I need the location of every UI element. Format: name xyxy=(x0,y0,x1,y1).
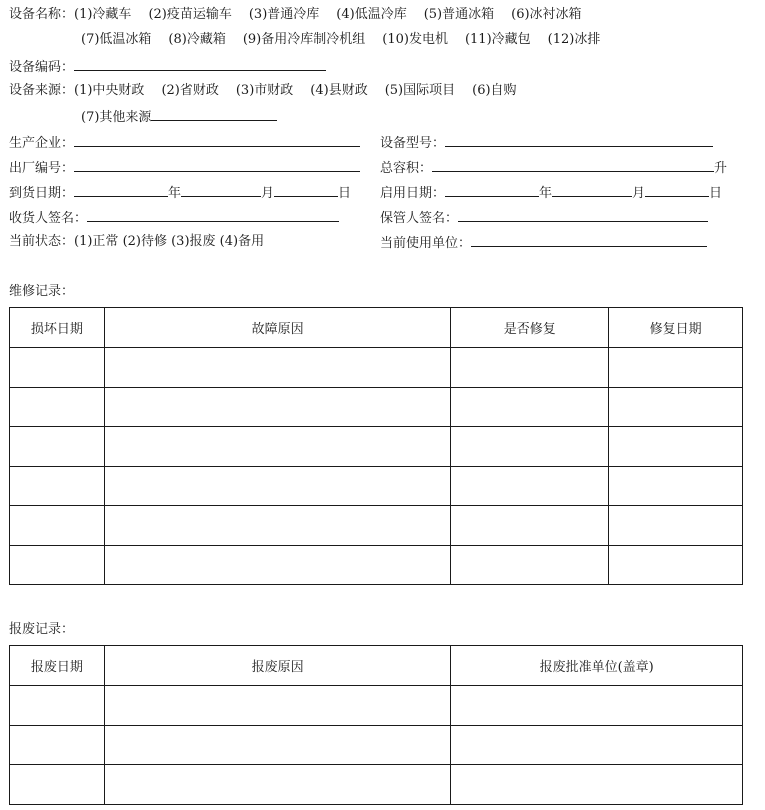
table-cell[interactable] xyxy=(10,466,105,506)
table-cell[interactable] xyxy=(104,765,451,805)
device-code-label: 设备编码： xyxy=(9,60,75,75)
start-year-blank[interactable] xyxy=(445,184,539,197)
table-cell[interactable] xyxy=(609,545,743,585)
table-cell[interactable] xyxy=(104,348,451,388)
table-cell[interactable] xyxy=(609,506,743,546)
table-cell[interactable] xyxy=(451,466,609,506)
serial-blank[interactable] xyxy=(74,159,360,172)
device-name-line-2 xyxy=(81,32,600,48)
table-row xyxy=(10,765,743,805)
volume-line xyxy=(380,159,727,175)
device-name-option-3: (3)普通冷库 xyxy=(248,7,320,22)
table-cell[interactable] xyxy=(451,765,743,805)
model-line xyxy=(380,134,713,150)
table-row xyxy=(10,506,743,546)
device-source-line-1 xyxy=(9,83,517,99)
start-day-label: 日 xyxy=(709,186,723,201)
device-name-option-9: (9)备用冷库制冷机组 xyxy=(242,32,366,47)
table-cell[interactable] xyxy=(104,506,451,546)
table-cell[interactable] xyxy=(10,765,105,805)
table-cell[interactable] xyxy=(104,686,451,726)
device-name-line-1 xyxy=(9,7,582,23)
table-cell[interactable] xyxy=(10,427,105,467)
table-cell[interactable] xyxy=(10,348,105,388)
manufacturer-line xyxy=(9,134,360,150)
table-cell[interactable] xyxy=(104,545,451,585)
device-name-option-12: (12)冰排 xyxy=(547,32,601,47)
volume-blank[interactable] xyxy=(432,159,714,172)
model-blank[interactable] xyxy=(445,134,713,147)
arrival-year-blank[interactable] xyxy=(74,184,168,197)
table-cell[interactable] xyxy=(104,725,451,765)
table-row xyxy=(10,686,743,726)
arrival-day-label: 日 xyxy=(338,186,352,201)
table-cell[interactable] xyxy=(10,686,105,726)
arrival-year-label: 年 xyxy=(168,186,182,201)
table-cell[interactable] xyxy=(104,387,451,427)
table-cell[interactable] xyxy=(451,545,609,585)
table-cell[interactable] xyxy=(451,506,609,546)
repair-header-repaired: 是否修复 xyxy=(451,308,609,348)
table-cell[interactable] xyxy=(10,545,105,585)
device-name-option-10: (10)发电机 xyxy=(382,32,448,47)
serial-line xyxy=(9,159,360,175)
volume-unit: 升 xyxy=(714,161,728,176)
device-name-option-5: (5)普通冰箱 xyxy=(423,7,495,22)
device-name-option-11: (11)冷藏包 xyxy=(464,32,531,47)
device-source-other-blank[interactable] xyxy=(151,108,277,121)
table-row xyxy=(10,466,743,506)
table-cell[interactable] xyxy=(609,427,743,467)
scrap-header-scrap-date: 报废日期 xyxy=(10,646,105,686)
arrival-month-label: 月 xyxy=(261,186,275,201)
repair-header-row xyxy=(10,308,743,348)
device-source-option-2: (2)省财政 xyxy=(161,83,219,98)
device-name-option-8: (8)冷藏箱 xyxy=(168,32,226,47)
table-cell[interactable] xyxy=(451,348,609,388)
table-row xyxy=(10,387,743,427)
scrap-header-scrap-cause: 报废原因 xyxy=(104,646,451,686)
repair-header-repair-date: 修复日期 xyxy=(609,308,743,348)
device-source-option-5: (5)国际项目 xyxy=(384,83,456,98)
arrival-date-label: 到货日期： xyxy=(9,186,75,201)
receiver-blank[interactable] xyxy=(87,209,339,222)
table-row xyxy=(10,725,743,765)
unit-label: 当前使用单位： xyxy=(380,236,472,251)
arrival-day-blank[interactable] xyxy=(274,184,338,197)
device-code-line xyxy=(9,58,326,74)
start-month-blank[interactable] xyxy=(552,184,632,197)
table-cell[interactable] xyxy=(10,725,105,765)
table-cell[interactable] xyxy=(451,427,609,467)
arrival-date-line xyxy=(9,184,351,200)
table-cell[interactable] xyxy=(609,387,743,427)
start-year-label: 年 xyxy=(539,186,553,201)
table-cell[interactable] xyxy=(10,387,105,427)
scrap-header-approval-unit: 报废批准单位(盖章) xyxy=(451,646,743,686)
start-date-line xyxy=(380,184,722,200)
device-source-option-1: (1)中央财政 xyxy=(74,83,145,98)
manufacturer-label: 生产企业： xyxy=(9,136,75,151)
device-name-option-4: (4)低温冷库 xyxy=(336,7,407,22)
table-cell[interactable] xyxy=(609,466,743,506)
volume-label: 总容积： xyxy=(380,161,433,176)
status-line xyxy=(9,234,264,250)
device-source-option-7: (7)其他来源 xyxy=(81,110,152,125)
table-cell[interactable] xyxy=(451,725,743,765)
table-row xyxy=(10,427,743,467)
device-name-option-6: (6)冰衬冰箱 xyxy=(511,7,582,22)
arrival-month-blank[interactable] xyxy=(181,184,261,197)
keeper-label: 保管人签名： xyxy=(380,211,459,226)
start-date-label: 启用日期： xyxy=(380,186,446,201)
table-cell[interactable] xyxy=(609,348,743,388)
repair-title: 维修记录： xyxy=(9,284,75,299)
serial-label: 出厂编号： xyxy=(9,161,75,176)
table-row xyxy=(10,545,743,585)
keeper-line xyxy=(380,209,708,225)
table-cell[interactable] xyxy=(10,506,105,546)
model-label: 设备型号： xyxy=(380,136,446,151)
device-name-option-1: (1)冷藏车 xyxy=(74,7,132,22)
device-source-line-2 xyxy=(81,108,277,124)
unit-line xyxy=(380,234,707,250)
receiver-label: 收货人签名： xyxy=(9,211,88,226)
table-cell[interactable] xyxy=(104,466,451,506)
manufacturer-blank[interactable] xyxy=(74,134,360,147)
device-source-option-4: (4)县财政 xyxy=(310,83,368,98)
receiver-line xyxy=(9,209,339,225)
device-name-option-7: (7)低温冰箱 xyxy=(81,32,152,47)
device-code-blank[interactable] xyxy=(74,58,326,71)
device-source-option-6: (6)自购 xyxy=(472,83,517,98)
table-cell[interactable] xyxy=(451,686,743,726)
scrap-table xyxy=(9,645,743,805)
table-row xyxy=(10,348,743,388)
device-name-option-2: (2)疫苗运输车 xyxy=(148,7,232,22)
status-label: 当前状态： xyxy=(9,234,75,249)
table-cell[interactable] xyxy=(451,387,609,427)
scrap-header-row xyxy=(10,646,743,686)
start-day-blank[interactable] xyxy=(645,184,709,197)
repair-table xyxy=(9,307,743,585)
device-source-label: 设备来源： xyxy=(9,83,75,98)
status-options: (1)正常 (2)待修 (3)报废 (4)备用 xyxy=(74,234,265,249)
start-month-label: 月 xyxy=(632,186,646,201)
device-name-label: 设备名称： xyxy=(9,7,75,22)
scrap-title: 报废记录： xyxy=(9,622,75,637)
repair-header-damage-date: 损坏日期 xyxy=(10,308,105,348)
device-source-option-3: (3)市财政 xyxy=(235,83,294,98)
repair-header-fault-cause: 故障原因 xyxy=(104,308,451,348)
unit-blank[interactable] xyxy=(471,234,707,247)
table-cell[interactable] xyxy=(104,427,451,467)
keeper-blank[interactable] xyxy=(458,209,708,222)
